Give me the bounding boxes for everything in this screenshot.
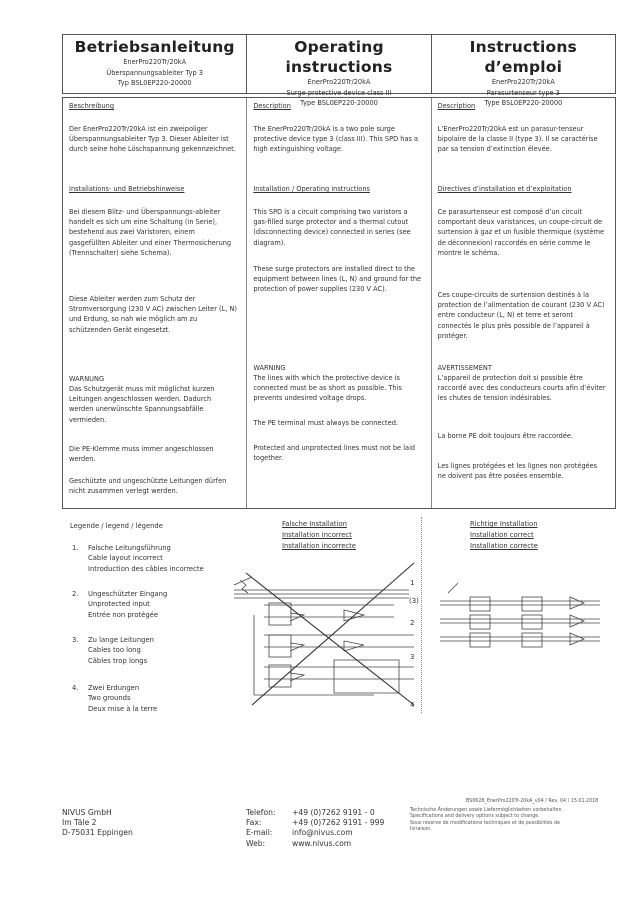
text-installation2-de: Diese Ableiter werden zum Schutz der Stromversorgung (230 V AC) zwischen Leiter (L, N) und Erdung, so nah wie möglich am zu schützenden Gerät eingesetzt.	[69, 295, 237, 334]
wrong-cross-line-1	[246, 573, 414, 705]
company-city: D-75031 Eppingen	[62, 828, 133, 838]
correct-installation-diagram	[430, 577, 606, 657]
legend-de-2: Ungeschützter Eingang	[88, 590, 168, 598]
title-en: Operating instructions	[285, 38, 393, 76]
text-lines-fr: Les lignes protégées et les lignes non protégées ne doivent pas être posées ensemble.	[437, 462, 598, 481]
phone-value: +49 (0)7262 9191 - 0	[292, 808, 375, 817]
text-installation-en: This SPD is a circuit comprising two varistors a gas-filled surge protector and a thermal cutout (disconnecting device) connected in series (see diagram).	[253, 208, 411, 247]
website-link[interactable]: www.nivus.com	[292, 838, 352, 848]
diagram-label-1: 1	[410, 579, 415, 587]
legend-item-3	[72, 635, 154, 665]
product-en: EnerPro220Tr/20kA	[307, 78, 371, 86]
document-reference: BS0628_EnerPro220Tr-20kA_v04 / Rev. 04 / 15.01.2018	[466, 799, 599, 804]
company-street: Im Täle 2	[62, 818, 97, 828]
disclaimer	[410, 808, 570, 834]
legend-fr-1: Introduction des câbles incorrecte	[88, 564, 204, 573]
legend-item-1	[72, 543, 204, 573]
heading-description-fr: Description	[437, 102, 476, 110]
text-lines-en: Protected and unprotected lines must not be laid together.	[253, 444, 416, 463]
type-no-fr: Type BSL0EP220-20000	[484, 99, 563, 107]
legend-en-2: Unprotected input	[88, 600, 150, 609]
text-warning-fr: L’appareil de protection doit si possible être raccordé avec des conducteurs courts afin d’éviter les chutes de tension indésirables.	[437, 374, 606, 403]
heading-description-en: Description	[253, 102, 291, 110]
column-english	[246, 98, 430, 508]
text-warning-de: Das Schutzgerät muss mit möglichst kurzen Leitungen angeschlossen werden. Dadurch werden unerwünschte Spannungsabfälle vermieden.	[69, 385, 215, 424]
text-pe-en: The PE terminal must always be connected.	[253, 419, 398, 427]
text-description-en: The EnerPro220Tr/20kA is a two pole surge protective device type 3 (class III). This SPD has a high extinguishing voltage.	[253, 125, 419, 154]
text-pe-de: Die PE-Klemme muss immer angeschlossen werden.	[69, 445, 214, 464]
heading-description-de: Beschreibung	[69, 102, 115, 110]
text-installation2-en: These surge protectors are installed direct to the equipment between lines (L, N) and ground for the protection of power supplies (230 V AC).	[253, 265, 422, 294]
heading-installation-de: Installations- und Betriebshinweise	[69, 185, 185, 193]
text-installation-fr: Ce parasurtenseur est composé d’un circuit comportant deux varistances, un coupe-circuit de surtension à gaz et un fusible thermique (système de déconnexion) raccordés en série comme le montre le schéma.	[437, 208, 605, 257]
email-link[interactable]: info@nivus.com	[292, 828, 353, 838]
product-de: EnerPro220Tr/20kA	[123, 58, 187, 66]
heading-warning-en: WARNING	[253, 364, 286, 372]
right-install-en: Installation correct	[470, 531, 534, 539]
heading-installation-fr: Directives d’installation et d’exploitation	[437, 185, 572, 193]
diagram-label-2: 2	[410, 619, 415, 627]
disclaimer-de: Technische Änderungen sowie Liefermöglichkeiten vorbehalten.	[410, 808, 564, 813]
wrong-install-en: Installation incorrect	[282, 531, 352, 539]
title-fr: Instructions d’emploi	[469, 38, 577, 76]
company-address	[62, 808, 133, 839]
type-no-de: Typ BSL0EP220-20000	[117, 79, 192, 87]
legend-de-1: Falsche Leitungsführung	[88, 544, 171, 552]
email-label: E-mail:	[246, 828, 273, 838]
incorrect-installation-diagram	[224, 555, 424, 715]
disclaimer-fr: Sous réserve de modifications techniques et de possibilités de livraison.	[410, 820, 560, 833]
phone-label: Telefon:	[246, 808, 276, 817]
type-desc-en: Surge protective device class III	[286, 88, 392, 97]
diagram-label-3: 3	[410, 653, 415, 661]
text-lines-de: Geschützte und ungeschützte Leitungen dürfen nicht zusammen verlegt werden.	[69, 477, 227, 496]
contact-values	[292, 808, 384, 849]
right-install-fr: Installation correcte	[470, 542, 538, 550]
column-german	[63, 98, 246, 508]
legend-num-3: 3.	[72, 636, 79, 644]
type-desc-de: Überspannungsableiter Typ 3	[106, 68, 203, 77]
text-installation2-fr: Ces coupe-circuits de surtension destinés à la protection de l’alimentation de courant (230 V AC) entre conducteur (L, N) et terre et seront connectés le plus près possible de l’appareil à protéger.	[437, 291, 605, 340]
title-de: Betriebsanleitung	[74, 38, 235, 56]
text-pe-fr: La borne PE doit toujours être raccordée.	[437, 432, 574, 440]
legend-num-4: 4.	[72, 684, 79, 692]
legend-item-2	[72, 589, 168, 619]
legend-fr-3: Câbles trop longs	[88, 656, 148, 665]
legend-num-1: 1.	[72, 544, 79, 552]
legend-fr-4: Deux mise à la terre	[88, 704, 158, 713]
text-description-de: Der EnerPro220Tr/20kA ist ein zweipoliger Überspannungsableiter Typ 3. Dieser Ableiter ist durch seine hohe Löschspannung gekennzeichnet.	[69, 125, 236, 154]
legend-fr-2: Entrée non protégée	[88, 610, 159, 619]
product-fr: EnerPro220Tr/20kA	[491, 78, 555, 86]
heading-warning-fr: AVERTISSEMENT	[437, 364, 492, 372]
legend-en-4: Two grounds	[88, 694, 131, 703]
text-description-fr: L’EnerPro220Tr/20kA est un parasur-tenseur bipolaire de la classe II (type 3). Il se caractérise par sa tension d’extinction élevée.	[437, 125, 598, 154]
web-label: Web:	[246, 838, 266, 848]
installation-diagram-section	[62, 513, 614, 721]
diagram-label-4: 4	[410, 701, 415, 709]
header-german	[63, 35, 246, 93]
diagram-label-3-paren: (3)	[409, 597, 419, 605]
fax-label: Fax:	[246, 818, 262, 828]
disclaimer-en: Specifications and delivery options subject to change.	[410, 814, 540, 820]
instructions-body	[62, 97, 616, 509]
legend-de-4: Zwei Erdungen	[88, 684, 140, 692]
type-desc-fr: Parasurtenseur type 3	[486, 88, 560, 97]
company-name: NIVUS GmbH	[62, 808, 112, 817]
legend-en-3: Cables too long	[88, 646, 141, 655]
wrong-cross-line-2	[252, 563, 414, 705]
legend-en-1: Cable layout incorrect	[88, 554, 163, 563]
wrong-install-fr: Installation incorrecte	[282, 542, 356, 550]
text-warning-en: The lines with which the protective device is connected must be as short as possible. This prevents undesired voltage drops.	[253, 374, 402, 403]
contact-keys	[246, 808, 290, 849]
heading-installation-en: Installation / Operating instructions	[253, 185, 370, 193]
legend-num-2: 2.	[72, 590, 79, 598]
right-install-de: Richtige Installation	[470, 520, 538, 528]
heading-warning-de: WARNUNG	[69, 375, 105, 383]
wrong-install-de: Falsche Installation	[282, 520, 347, 528]
column-french	[431, 98, 615, 508]
legend-title: Legende / legend / légende	[70, 522, 163, 530]
legend-item-4	[72, 683, 158, 713]
fax-value: +49 (0)7262 9191 - 999	[292, 818, 385, 828]
text-installation-de: Bei diesem Blitz- und Überspannungs-ableiter handelt es sich um eine Schaltung (in Serie), bestehend aus zwei Varistoren, einem gasgefüllten Ableiter und einer Thermosicherung (Trennschalter) siehe Schema).	[69, 208, 232, 257]
type-no-en: Type BSL0EP220-20000	[300, 99, 378, 107]
legend-de-3: Zu lange Leitungen	[88, 636, 154, 644]
